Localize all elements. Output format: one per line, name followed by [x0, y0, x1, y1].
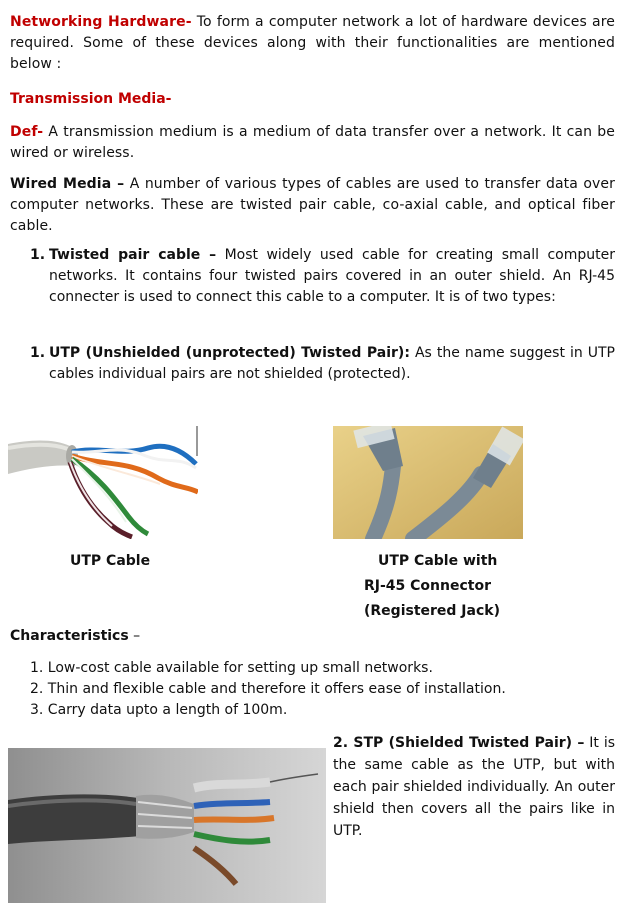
list-item: 3. Carry data upto a length of 100m.	[30, 702, 288, 718]
section-heading: Transmission Media-	[10, 91, 172, 107]
definition-paragraph	[10, 122, 615, 164]
utp-label: UTP (Unshielded (unprotected) Twisted Pair):	[49, 345, 410, 361]
characteristics-suffix: –	[128, 628, 141, 644]
intro-label: Networking Hardware-	[10, 14, 192, 30]
wired-media-text: A number of various types of cables are used to transfer data over computer networks. These are twisted pair cable, co-axial cable, and optical fiber cable.	[10, 176, 616, 234]
twisted-pair-label: Twisted pair cable –	[49, 247, 217, 263]
twisted-pair-item	[30, 245, 615, 308]
wired-media-label: Wired Media –	[10, 176, 125, 192]
rj45-connector-image	[333, 426, 523, 539]
stp-paragraph	[333, 732, 615, 842]
utp-text: As the name suggest in UTP cables individual pairs are not shielded (protected).	[49, 345, 615, 382]
characteristics-heading	[10, 628, 140, 644]
utp-cable-caption: UTP Cable	[70, 553, 151, 569]
list-item: 1. Low-cost cable available for setting up small networks.	[30, 660, 433, 676]
utp-cable-image	[8, 426, 198, 539]
definition-text: A transmission medium is a medium of data transfer over a network. It can be wired or wireless.	[10, 124, 615, 161]
wired-media-paragraph	[10, 174, 615, 237]
intro-text: To form a computer network a lot of hardware devices are required. Some of these devices along with their functionalities are mentioned below :	[10, 14, 615, 72]
rj45-caption-line-2: RJ-45 Connector	[364, 578, 491, 594]
definition-label: Def-	[10, 124, 44, 140]
stp-text: It is the same cable as the UTP, but with each pair shielded individually. An outer shield then covers all the pairs like in UTP.	[333, 735, 615, 839]
list-item: 2. Thin and flexible cable and therefore it offers ease of installation.	[30, 681, 506, 697]
intro-paragraph	[10, 12, 615, 75]
utp-number: 1.	[30, 345, 46, 361]
stp-label: 2. STP (Shielded Twisted Pair) –	[333, 735, 585, 751]
twisted-pair-number: 1.	[30, 247, 46, 263]
rj45-caption-line-1: UTP Cable with	[378, 553, 498, 569]
twisted-pair-text: Most widely used cable for creating small computer networks. It contains four twisted pairs covered in an outer shield. An RJ-45 connecter is used to connect this cable to a computer. It is of two types:	[49, 247, 615, 305]
characteristics-label: Characteristics	[10, 628, 129, 644]
characteristics-list	[30, 658, 506, 721]
utp-item	[30, 343, 615, 385]
rj45-caption-line-3: (Registered Jack)	[364, 603, 500, 619]
stp-cable-image	[8, 748, 326, 903]
